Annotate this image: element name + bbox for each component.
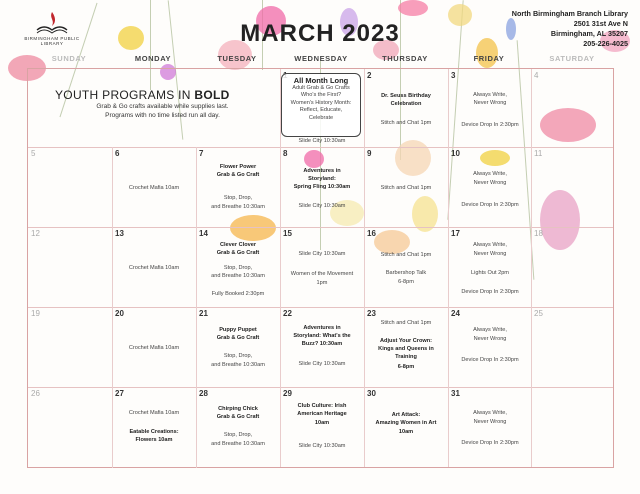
- event: Device Drop In 2:30pm: [461, 289, 519, 295]
- day-cell-16: [364, 227, 448, 307]
- header-wednesday: WEDNESDAY: [294, 54, 348, 63]
- day-cell-31: [448, 387, 532, 468]
- day-number: 5: [31, 149, 36, 158]
- day-cell-10: [448, 147, 532, 227]
- event: Always Write,: [473, 171, 507, 177]
- event: Never Wrong: [473, 419, 507, 425]
- header-thursday: THURSDAY: [382, 54, 428, 63]
- event: Clever Clover: [219, 242, 257, 248]
- day-cell-8: [280, 147, 364, 227]
- all-month-line: Reflect, Educate,: [299, 107, 343, 114]
- event: Stop, Drop,: [223, 432, 253, 438]
- day-number: 22: [283, 309, 292, 318]
- event: Never Wrong: [473, 251, 507, 257]
- day-headers: [27, 54, 614, 66]
- event: Adjust Your Crown:: [380, 338, 432, 344]
- event: Eatable Creations:: [129, 429, 179, 435]
- all-month-line: Adult Grab & Go Crafts: [292, 85, 350, 91]
- day-cell-30: [364, 387, 448, 468]
- day-cell-25: [531, 307, 615, 387]
- day-cell-28: [196, 387, 280, 468]
- event: Always Write,: [473, 92, 507, 98]
- all-month-line: Celebrate: [308, 114, 334, 121]
- event: Always Write,: [473, 242, 507, 248]
- day-cell-18: [531, 227, 615, 307]
- event: Puppy Puppet: [219, 327, 257, 333]
- all-month-title: All Month Long: [293, 76, 349, 85]
- event: Stitch and Chat 1pm: [380, 320, 432, 326]
- event: Art Attack:: [391, 412, 421, 418]
- day-number: 31: [451, 389, 460, 398]
- event: Crochet Mafia 10am: [128, 185, 180, 191]
- address-line: North Birmingham Branch Library: [511, 9, 628, 18]
- event: Device Drop In 2:30pm: [461, 202, 519, 208]
- event: Chirping Chick: [218, 406, 258, 412]
- event: Device Drop In 2:30pm: [461, 122, 519, 128]
- event: Device Drop In 2:30pm: [461, 357, 519, 363]
- day-number: 17: [451, 229, 460, 238]
- day-cell-3: [448, 69, 532, 147]
- youth-note-line: Programs with no time listed run all day.: [105, 112, 220, 119]
- day-number: 24: [451, 309, 460, 318]
- address-line: 2501 31st Ave N: [573, 19, 628, 28]
- event: Slide City 10:30am: [298, 361, 346, 367]
- event: Celebration: [390, 101, 422, 107]
- day-cell-6: [112, 147, 196, 227]
- day-number: 8: [283, 149, 288, 158]
- youth-programs-note: [55, 88, 270, 120]
- day-number: 16: [367, 229, 376, 238]
- event: Crochet Mafia 10am: [128, 265, 180, 271]
- event: Flower Power: [219, 164, 257, 170]
- event: Dr. Seuss Birthday: [381, 93, 431, 99]
- day-cell-13: [112, 227, 196, 307]
- event: and Breathe 10:30am: [211, 273, 265, 279]
- event: Women of the Movement: [290, 271, 354, 277]
- event: Grab & Go Craft: [216, 335, 260, 341]
- day-cell-24: [448, 307, 532, 387]
- event: Stitch and Chat 1pm: [380, 185, 432, 191]
- event: Stop, Drop,: [223, 195, 253, 201]
- day-cell-5: [28, 147, 112, 227]
- day-number: 3: [451, 71, 456, 80]
- event: Never Wrong: [473, 100, 507, 106]
- youth-note-line: Grab & Go crafts available while supplies last.: [96, 103, 229, 110]
- day-cell-22: [280, 307, 364, 387]
- event: Slide City 10:30am: [298, 443, 346, 449]
- day-number: 11: [534, 149, 543, 158]
- event: Never Wrong: [473, 336, 507, 342]
- day-number: 20: [115, 309, 124, 318]
- address-line: Birmingham, AL 35207: [550, 29, 628, 38]
- day-number: 4: [534, 71, 539, 80]
- event: Spring Fling 10:30am: [293, 184, 351, 190]
- day-number: 18: [534, 229, 543, 238]
- day-cell-9: [364, 147, 448, 227]
- event: Crochet Mafia 10am: [128, 410, 180, 416]
- event: 10am: [314, 420, 330, 426]
- all-month-line: Women's History Month:: [290, 99, 352, 106]
- day-cell-21: [196, 307, 280, 387]
- page-title: MARCH 2023: [240, 20, 400, 47]
- day-number: 29: [283, 389, 292, 398]
- day-cell-27: [112, 387, 196, 468]
- event: Fully Booked 2:30pm: [211, 291, 265, 297]
- day-cell-4: [531, 69, 615, 147]
- event: Grab & Go Craft: [216, 172, 260, 178]
- day-cell-11: [531, 147, 615, 227]
- event: Stitch and Chat 1pm: [380, 252, 432, 258]
- day-number: 9: [367, 149, 372, 158]
- event: Stop, Drop,: [223, 353, 253, 359]
- day-number: 30: [367, 389, 376, 398]
- day-number: 25: [534, 309, 543, 318]
- header-friday: FRIDAY: [473, 54, 505, 63]
- library-address: [512, 9, 628, 49]
- day-cell-7: [196, 147, 280, 227]
- event: Barbershop Talk: [385, 270, 427, 276]
- event: and Breathe 10:30am: [211, 441, 265, 447]
- event: 1pm: [316, 280, 328, 286]
- day-number: 13: [115, 229, 124, 238]
- all-month-line: Who's the First?: [300, 92, 342, 99]
- day-cell-17: [448, 227, 532, 307]
- day-cell-20: [112, 307, 196, 387]
- day-number: 27: [115, 389, 124, 398]
- day-cell-12: [28, 227, 112, 307]
- day-cell-15: [280, 227, 364, 307]
- day-number: 26: [31, 389, 40, 398]
- event: Storyland: What's the: [293, 333, 351, 339]
- header-tuesday: TUESDAY: [217, 54, 257, 63]
- day-number: 15: [283, 229, 292, 238]
- event: American Heritage: [297, 411, 347, 417]
- event: 6-8pm: [397, 364, 415, 370]
- day-cell-19: [28, 307, 112, 387]
- address-line: 205-226-4025: [583, 39, 628, 48]
- youth-heading: YOUTH PROGRAMS IN BOLD: [55, 88, 230, 102]
- day-number: 12: [31, 229, 40, 238]
- event: Never Wrong: [473, 180, 507, 186]
- event: Adventures in: [303, 168, 341, 174]
- day-number: 23: [367, 309, 376, 318]
- day-number: 28: [199, 389, 208, 398]
- event: Training: [395, 354, 417, 360]
- event: Grab & Go Craft: [216, 250, 260, 256]
- event: Stitch and Chat 1pm: [380, 120, 432, 126]
- event: Flowers 10am: [135, 437, 173, 443]
- day-number: 19: [31, 309, 40, 318]
- day-number: 10: [451, 149, 460, 158]
- event: 6-8pm: [398, 279, 414, 285]
- event: and Breathe 10:30am: [211, 362, 265, 368]
- event: Device Drop In 2:30pm: [461, 440, 519, 446]
- event: Always Write,: [473, 327, 507, 333]
- event: Kings and Queens in: [378, 346, 434, 352]
- event: Slide City 10:30am: [298, 251, 346, 257]
- day-cell-2: [364, 69, 448, 147]
- header-sunday: SUNDAY: [51, 54, 87, 63]
- header-monday: MONDAY: [134, 54, 172, 63]
- event: Grab & Go Craft: [216, 414, 260, 420]
- day-number: 6: [115, 149, 120, 158]
- logo-text: BIRMINGHAM PUBLIC LIBRARY: [24, 36, 80, 46]
- event: Always Write,: [473, 410, 507, 416]
- day-number: 14: [199, 229, 208, 238]
- event: Storyland:: [308, 176, 336, 182]
- day-cell-29: [280, 387, 364, 468]
- event: 10am: [398, 429, 414, 435]
- day-cell-14: [196, 227, 280, 307]
- event: Buzz? 10:30am: [301, 341, 343, 347]
- event: Slide City 10:30am: [298, 203, 346, 209]
- day-number: 7: [199, 149, 204, 158]
- event: Slide City 10:30am: [298, 138, 346, 144]
- event: and Breathe 10:30am: [211, 204, 265, 210]
- day-cell-23: [364, 307, 448, 387]
- all-month-long-box: [281, 73, 361, 137]
- header-saturday: SATURDAY: [549, 54, 595, 63]
- day-number: 2: [367, 71, 372, 80]
- event: Stop, Drop,: [223, 265, 253, 271]
- day-cell-26: [28, 387, 112, 468]
- event: Club Culture: Irish: [297, 403, 347, 409]
- event: Lights Out 2pm: [471, 270, 509, 276]
- day-number: 21: [199, 309, 208, 318]
- event: Amazing Women in Art: [375, 420, 437, 426]
- event: Crochet Mafia 10am: [128, 345, 180, 351]
- event: Adventures in: [303, 325, 341, 331]
